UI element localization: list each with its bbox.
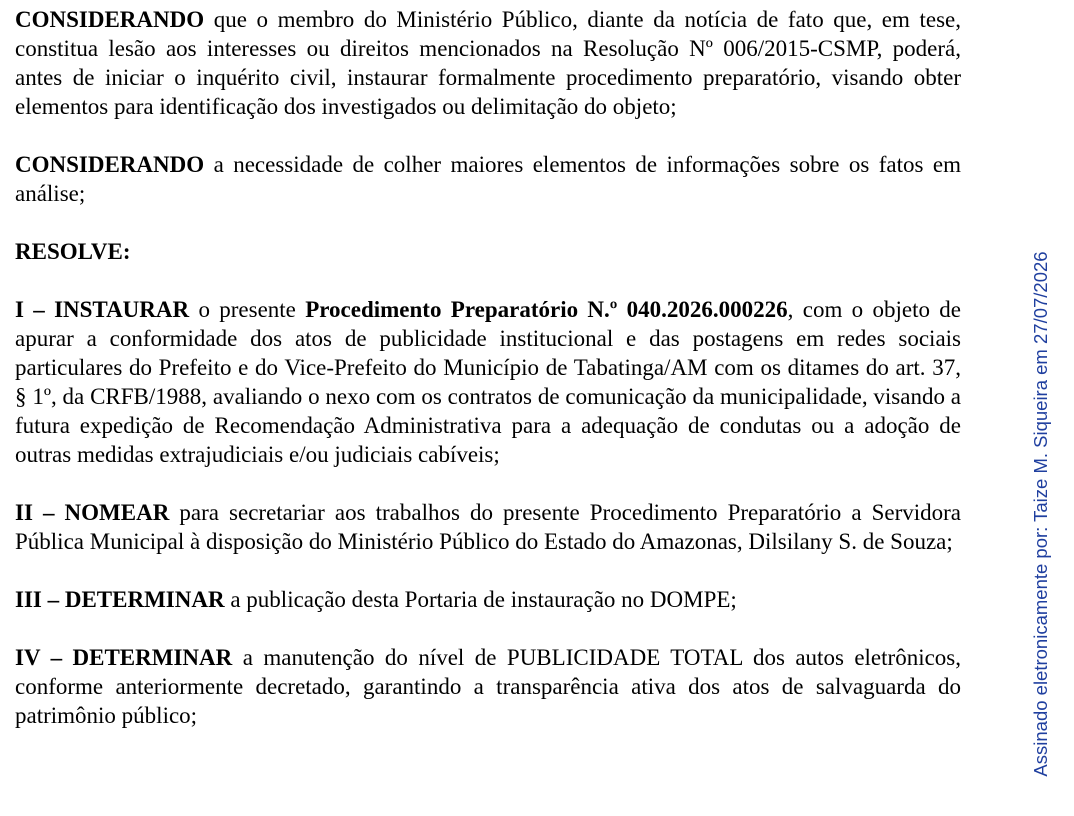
item-keyword: II – NOMEAR [15,500,170,525]
electronic-signature-stamp [1024,245,1058,783]
item-determinar-publicacao [15,585,961,614]
considerando-keyword: CONSIDERANDO [15,152,205,177]
item-text: o presente [189,297,306,322]
item-keyword: IV – DETERMINAR [15,645,233,670]
item-instaurar [15,295,961,469]
item-text: a publicação desta Portaria de instauração no DOMPE; [224,587,737,612]
document-body [15,5,961,730]
considerando-text: a necessidade de colher maiores elementos de informações sobre os fatos em análise; [15,152,961,206]
item-determinar-publicidade [15,643,961,730]
item-text: a manutenção do nível de PUBLICIDADE TOTAL dos autos eletrônicos, conforme anteriormente decretado, garantindo a transparência ativa dos atos de salvaguarda do patrimônio público; [15,645,961,728]
considerando-text: que o membro do Ministério Público, diante da notícia de fato que, em tese, constitua lesão aos interesses ou direitos mencionados na Resolução Nº 006/2015-CSMP, poderá, antes de iniciar o inquérito civil, instaurar formalmente procedimento preparatório, visando obter elementos para identificação dos investigados ou delimitação do objeto; [15,7,961,119]
item-keyword: I – INSTAURAR [15,297,190,322]
procedure-number: Procedimento Preparatório N.º 040.2026.000226 [305,297,788,322]
item-text: para secretariar aos trabalhos do presente Procedimento Preparatório a Servidora Pública Municipal à disposição do Ministério Público do Estado do Amazonas, Dilsilany S. de Souza; [15,500,962,554]
item-nomear [15,498,961,556]
signature-text: Assinado eletronicamente por: Taize M. Siqueira em 27/07/2026 [1030,251,1051,777]
considerando-keyword: CONSIDERANDO [15,7,205,32]
considerando-paragraph-2 [15,150,961,208]
resolve-heading: RESOLVE: [15,239,131,264]
considerando-paragraph-1 [15,5,961,121]
item-text: , com o objeto de apurar a conformidade dos atos de publicidade institucional e das postagens em redes sociais particulares do Prefeito e do Vice-Prefeito do Município de Tabatinga/AM com os ditames do art. 37, § 1º, da CRFB/1988, avaliando o nexo com os contratos de comunicação da municipalidade, visando a futura expedição de Recomendação Administrativa para a adequação de condutas ou a adoção de outras medidas extrajudiciais e/ou judiciais cabíveis; [15,297,961,467]
item-keyword: III – DETERMINAR [15,587,225,612]
